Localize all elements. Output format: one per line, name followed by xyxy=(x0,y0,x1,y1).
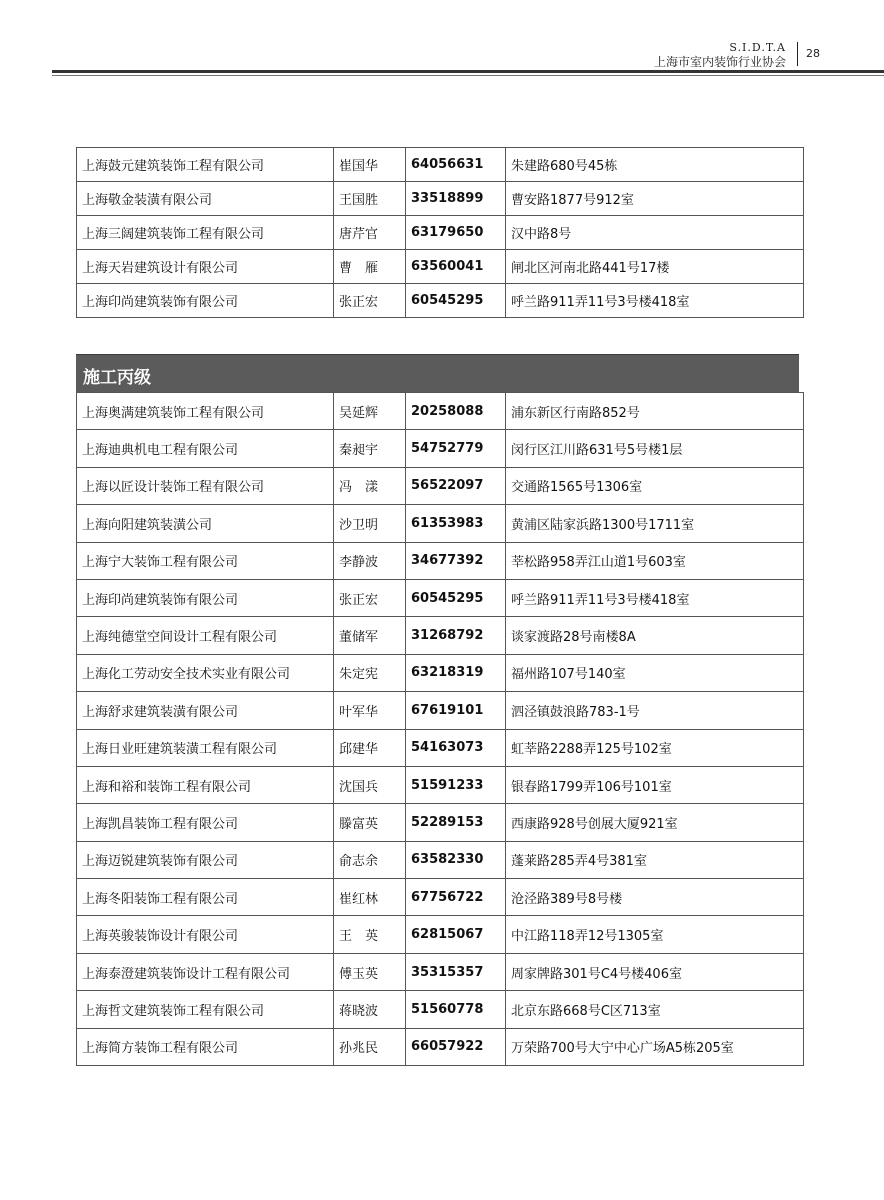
table-row xyxy=(77,1028,804,1065)
company-name: 上海印尚建筑装饰有限公司 xyxy=(77,579,334,616)
contact-person: 叶军华 xyxy=(334,692,406,729)
table-row xyxy=(77,991,804,1028)
address: 浦东新区行南路852号 xyxy=(506,393,804,430)
company-name: 上海泰澄建筑装饰设计工程有限公司 xyxy=(77,953,334,990)
company-name: 上海天岩建筑设计有限公司 xyxy=(77,250,334,284)
address: 银春路1799弄106号101室 xyxy=(506,766,804,803)
contact-person: 俞志余 xyxy=(334,841,406,878)
company-name: 上海向阳建筑装潢公司 xyxy=(77,505,334,542)
address: 万荣路700号大宁中心广场A5栋205室 xyxy=(506,1028,804,1065)
phone-number: 34677392 xyxy=(406,542,506,579)
address: 周家牌路301号C4号楼406室 xyxy=(506,953,804,990)
header-rule-thick xyxy=(52,70,884,73)
contact-person: 秦昶宇 xyxy=(334,430,406,467)
contact-person: 蒋晓波 xyxy=(334,991,406,1028)
phone-number: 61353983 xyxy=(406,505,506,542)
company-name: 上海冬阳装饰工程有限公司 xyxy=(77,879,334,916)
company-name: 上海英骏装饰设计有限公司 xyxy=(77,916,334,953)
company-name: 上海哲文建筑装饰工程有限公司 xyxy=(77,991,334,1028)
phone-number: 62815067 xyxy=(406,916,506,953)
table-row xyxy=(77,393,804,430)
company-name: 上海印尚建筑装饰有限公司 xyxy=(77,284,334,318)
contact-person: 滕富英 xyxy=(334,804,406,841)
table-row xyxy=(77,654,804,691)
company-table-top xyxy=(76,147,804,318)
company-name: 上海敬金装潢有限公司 xyxy=(77,182,334,216)
org-name: 上海市室内装饰行业协会 xyxy=(653,55,786,69)
company-name: 上海三阔建筑装饰工程有限公司 xyxy=(77,216,334,250)
table-row xyxy=(77,430,804,467)
table-row xyxy=(77,879,804,916)
address: 汉中路8号 xyxy=(506,216,804,250)
address: 莘松路958弄江山道1号603室 xyxy=(506,542,804,579)
table-row xyxy=(77,841,804,878)
contact-person: 王国胜 xyxy=(334,182,406,216)
company-name: 上海以匠设计装饰工程有限公司 xyxy=(77,467,334,504)
phone-number: 56522097 xyxy=(406,467,506,504)
phone-number: 60545295 xyxy=(406,579,506,616)
phone-number: 63560041 xyxy=(406,250,506,284)
company-name: 上海和裕和装饰工程有限公司 xyxy=(77,766,334,803)
phone-number: 31268792 xyxy=(406,617,506,654)
address: 谈家渡路28号南楼8A xyxy=(506,617,804,654)
phone-number: 20258088 xyxy=(406,393,506,430)
phone-number: 64056631 xyxy=(406,148,506,182)
contact-person: 沙卫明 xyxy=(334,505,406,542)
phone-number: 63179650 xyxy=(406,216,506,250)
table-row xyxy=(77,542,804,579)
contact-person: 崔红林 xyxy=(334,879,406,916)
table-row xyxy=(77,284,804,318)
table-row xyxy=(77,579,804,616)
company-name: 上海宁大装饰工程有限公司 xyxy=(77,542,334,579)
phone-number: 35315357 xyxy=(406,953,506,990)
contact-person: 孙兆民 xyxy=(334,1028,406,1065)
table-row xyxy=(77,916,804,953)
company-name: 上海迈锐建筑装饰有限公司 xyxy=(77,841,334,878)
table-row xyxy=(77,467,804,504)
section-header xyxy=(76,354,799,393)
company-name: 上海简方装饰工程有限公司 xyxy=(77,1028,334,1065)
company-name: 上海舒求建筑装潢有限公司 xyxy=(77,692,334,729)
table-row xyxy=(77,182,804,216)
phone-number: 51591233 xyxy=(406,766,506,803)
contact-person: 董储军 xyxy=(334,617,406,654)
phone-number: 67756722 xyxy=(406,879,506,916)
page-header xyxy=(0,0,884,80)
address: 蓬莱路285弄4号381室 xyxy=(506,841,804,878)
address: 泗泾镇鼓浪路783-1号 xyxy=(506,692,804,729)
address: 中江路118弄12号1305室 xyxy=(506,916,804,953)
address: 闵行区江川路631号5号楼1层 xyxy=(506,430,804,467)
contact-person: 傅玉英 xyxy=(334,953,406,990)
contact-person: 沈国兵 xyxy=(334,766,406,803)
phone-number: 63582330 xyxy=(406,841,506,878)
table-row xyxy=(77,216,804,250)
address: 朱建路680号45栋 xyxy=(506,148,804,182)
table-row xyxy=(77,729,804,766)
address: 福州路107号140室 xyxy=(506,654,804,691)
company-name: 上海化工劳动安全技术实业有限公司 xyxy=(77,654,334,691)
table-row xyxy=(77,505,804,542)
company-name: 上海纯德堂空间设计工程有限公司 xyxy=(77,617,334,654)
contact-person: 朱定宪 xyxy=(334,654,406,691)
address: 呼兰路911弄11号3号楼418室 xyxy=(506,579,804,616)
contact-person: 邱建华 xyxy=(334,729,406,766)
phone-number: 51560778 xyxy=(406,991,506,1028)
contact-person: 王 英 xyxy=(334,916,406,953)
table-row xyxy=(77,250,804,284)
phone-number: 54752779 xyxy=(406,430,506,467)
contact-person: 冯 漾 xyxy=(334,467,406,504)
address: 闸北区河南北路441号17楼 xyxy=(506,250,804,284)
phone-number: 67619101 xyxy=(406,692,506,729)
address: 呼兰路911弄11号3号楼418室 xyxy=(506,284,804,318)
address: 沧泾路389号8号楼 xyxy=(506,879,804,916)
company-name: 上海鼓元建筑装饰工程有限公司 xyxy=(77,148,334,182)
header-divider xyxy=(797,42,798,66)
address: 虹莘路2288弄125号102室 xyxy=(506,729,804,766)
company-name: 上海凯昌装饰工程有限公司 xyxy=(77,804,334,841)
company-table-main xyxy=(76,392,804,1066)
table-row xyxy=(77,804,804,841)
table-row xyxy=(77,148,804,182)
company-name: 上海奥满建筑装饰工程有限公司 xyxy=(77,393,334,430)
address: 西康路928号创展大厦921室 xyxy=(506,804,804,841)
table-row xyxy=(77,617,804,654)
phone-number: 60545295 xyxy=(406,284,506,318)
org-abbreviation: S.I.D.T.A xyxy=(729,41,786,54)
contact-person: 唐芹官 xyxy=(334,216,406,250)
table-row xyxy=(77,953,804,990)
address: 交通路1565号1306室 xyxy=(506,467,804,504)
contact-person: 崔国华 xyxy=(334,148,406,182)
phone-number: 52289153 xyxy=(406,804,506,841)
company-name: 上海迪典机电工程有限公司 xyxy=(77,430,334,467)
address: 黄浦区陆家浜路1300号1711室 xyxy=(506,505,804,542)
contact-person: 李静波 xyxy=(334,542,406,579)
contact-person: 吴延辉 xyxy=(334,393,406,430)
header-rule-thin xyxy=(52,75,884,76)
contact-person: 张正宏 xyxy=(334,284,406,318)
page-number: 28 xyxy=(806,47,820,60)
company-name: 上海日业旺建筑装潢工程有限公司 xyxy=(77,729,334,766)
contact-person: 曹 雁 xyxy=(334,250,406,284)
contact-person: 张正宏 xyxy=(334,579,406,616)
address: 曹安路1877号912室 xyxy=(506,182,804,216)
phone-number: 63218319 xyxy=(406,654,506,691)
phone-number: 33518899 xyxy=(406,182,506,216)
phone-number: 66057922 xyxy=(406,1028,506,1065)
table-row xyxy=(77,766,804,803)
section-title: 施工丙级 xyxy=(83,368,151,388)
table-row xyxy=(77,692,804,729)
address: 北京东路668号C区713室 xyxy=(506,991,804,1028)
phone-number: 54163073 xyxy=(406,729,506,766)
